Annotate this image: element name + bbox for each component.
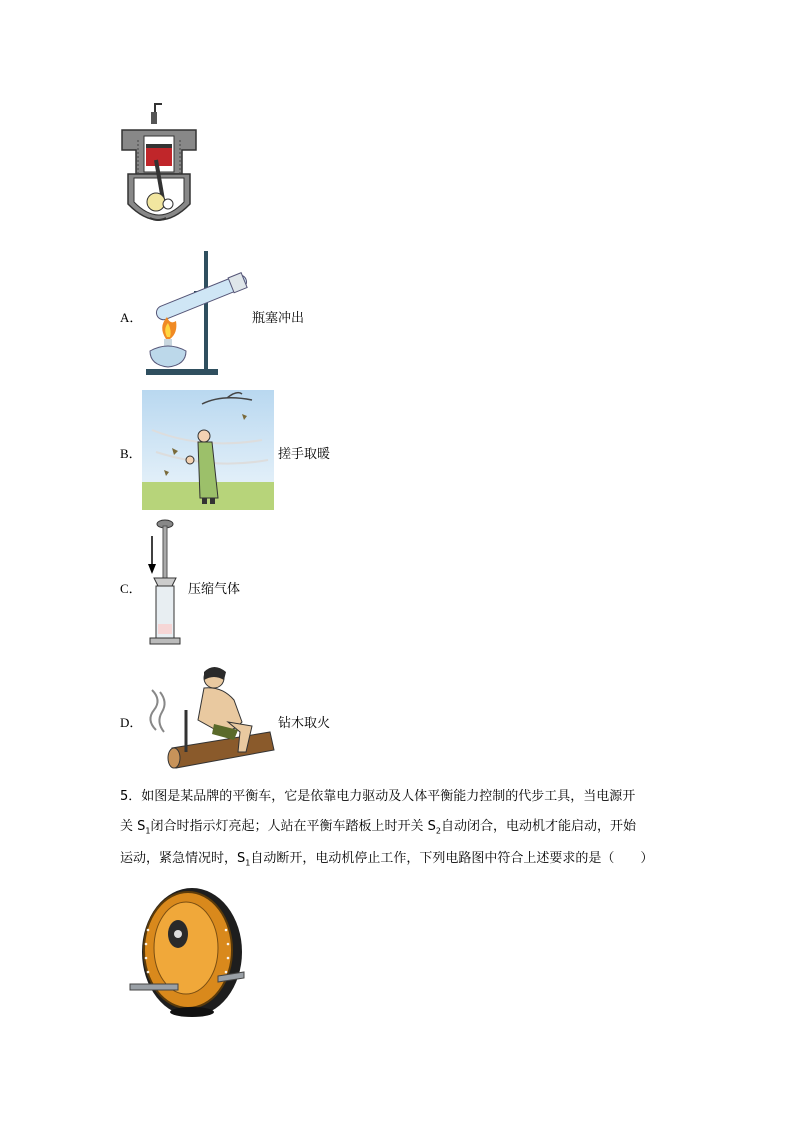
option-c-letter: C．	[120, 581, 142, 596]
subscript-1: 1	[145, 826, 151, 836]
question-text-3b: 自动断开，电动机停止工作，下列电路图中符合上述要求的是（ ）	[250, 851, 654, 866]
subscript-2: 2	[435, 826, 441, 836]
question-line-1	[120, 782, 635, 812]
engine-cylinder-icon	[118, 100, 200, 235]
question-text-line-1: 如图是某品牌的平衡车，它是依靠电力驱动及人体平衡能力控制的代步工具，当电源开	[141, 789, 636, 804]
test-tube-over-burner-icon	[142, 247, 252, 379]
question-text-2b: 闭合时指示灯亮起；人站在平衡车踏板上时开关 S	[150, 819, 436, 834]
question-line-2	[120, 812, 636, 847]
question-text-3a: 运动，紧急情况时，S	[120, 851, 246, 866]
drilling-wood-fire-icon	[142, 660, 276, 776]
balance-wheel-icon	[126, 880, 250, 1020]
question-text-2a: 关 S	[120, 819, 146, 834]
subscript-3: 1	[245, 858, 251, 868]
question-number: 5．	[120, 789, 142, 804]
air-compression-cylinder-icon	[142, 516, 190, 648]
option-b-text: 搓手取暖	[278, 447, 331, 462]
option-a-letter: A．	[120, 310, 143, 325]
option-d-letter: D．	[120, 715, 143, 730]
option-c-text: 压缩气体	[188, 582, 241, 597]
option-a-text: 瓶塞冲出	[252, 311, 305, 326]
question-line-3	[120, 844, 653, 879]
question-text-2c: 自动闭合，电动机才能启动，开始	[440, 819, 636, 834]
option-b-letter: B．	[120, 446, 142, 461]
option-d-text: 钻木取火	[278, 716, 331, 731]
rubbing-hands-person-icon	[142, 390, 274, 510]
